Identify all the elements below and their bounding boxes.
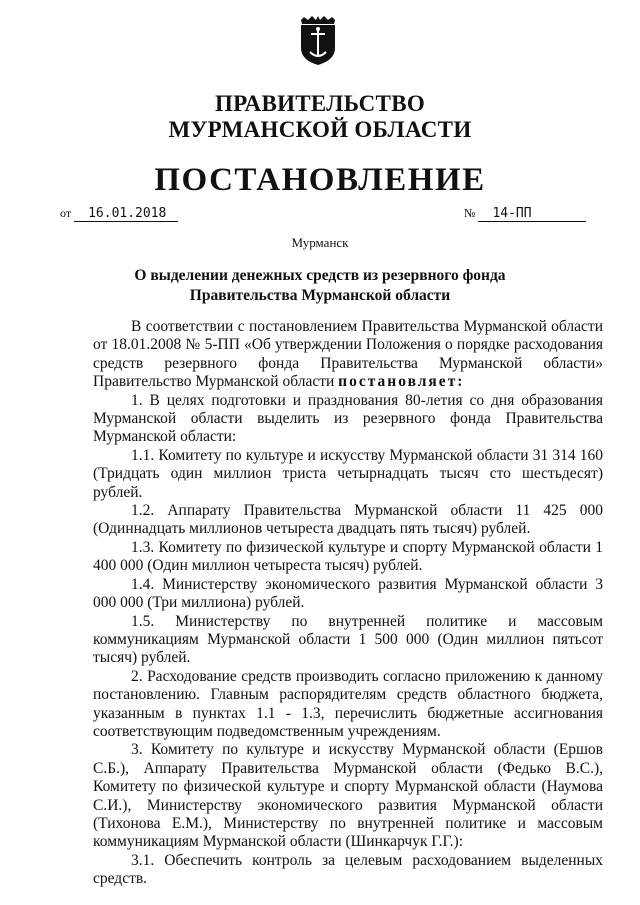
paragraph-2: 2. Расходование средств производить согласно приложению к данному постановлению. Главным распорядителям средств областного бюджета, указанным в пунктах 1.1 - 1.3, перечислить бюджетные ассигнования соответствующим подведомственным учреждениям. [93, 667, 603, 740]
subject-line2: Правительства Мурманской области [189, 287, 451, 304]
intro-text: В соответствии с постановлением Правительства Мурманской области от 18.01.2008 № 5-ПП «Об утверждении Положения о порядке расходования средств резервного фонда Правительства Мурманской области» Правительство Мурманской области [93, 318, 603, 391]
document-type-title: ПОСТАНОВЛЕНИЕ [154, 162, 486, 198]
paragraph-1: 1. В целях подготовки и празднования 80-летия со дня образования Мурманской области выделить из резервного фонда Правительства Мурманской области: [93, 391, 603, 446]
date-prefix: от [60, 206, 72, 220]
paragraph-1-1: 1.1. Комитету по культуре и искусству Мурманской области 31 314 160 (Тридцать один миллион триста четырнадцать тысяч сто шестьдесят) рублей. [93, 446, 603, 501]
document-subject [0, 266, 640, 306]
intro-paragraph [93, 318, 603, 392]
paragraph-1-5: 1.5. Министерству по внутренней политике и массовым коммуникациям Мурманской области 1 500 000 (Один миллион пятьсот тысяч) рублей. [93, 612, 603, 667]
date-value: 16.01.2018 [74, 206, 178, 222]
paragraph-3-1: 3.1. Обеспечить контроль за целевым расходованием выделенных средств. [93, 851, 603, 888]
government-title-line1: ПРАВИТЕЛЬСТВО [214, 91, 426, 116]
government-title-line2: МУРМАНСКОЙ ОБЛАСТИ [168, 117, 472, 142]
number-field [464, 206, 586, 222]
paragraph-3: 3. Комитету по культуре и искусству Мурманской области (Ершов С.Б.), Аппарату Правительства Мурманской области (Федько В.С.), Комитету по физической культуре и спорту Мурманской области (Наумова С.И.), Министерству экономического развития Мурманской области (Тихонова Е.М.), Министерству по внутренней политике и массовым коммуникациям Мурманской области (Шинкарчук Г.Г.): [93, 741, 603, 851]
number-prefix: № [464, 206, 476, 220]
document-body [93, 318, 603, 889]
decree-word: постановляет: [338, 373, 465, 391]
paragraph-1-4: 1.4. Министерству экономического развития Мурманской области 3 000 000 (Три миллиона) рублей. [93, 575, 603, 612]
city-label: Мурманск [291, 235, 349, 250]
paragraph-1-3: 1.3. Комитету по физической культуре и спорту Мурманской области 1 400 000 (Один миллион четыреста тысяч) рублей. [93, 538, 603, 575]
subject-line1: О выделении денежных средств из резервного фонда [134, 267, 506, 284]
paragraph-1-2: 1.2. Аппарату Правительства Мурманской области 11 425 000 (Одиннадцать миллионов четыреста двадцать пять тысяч) рублей. [93, 502, 603, 538]
date-field [60, 206, 178, 222]
coat-of-arms-icon [298, 14, 338, 66]
number-value: 14-ПП [478, 206, 586, 222]
